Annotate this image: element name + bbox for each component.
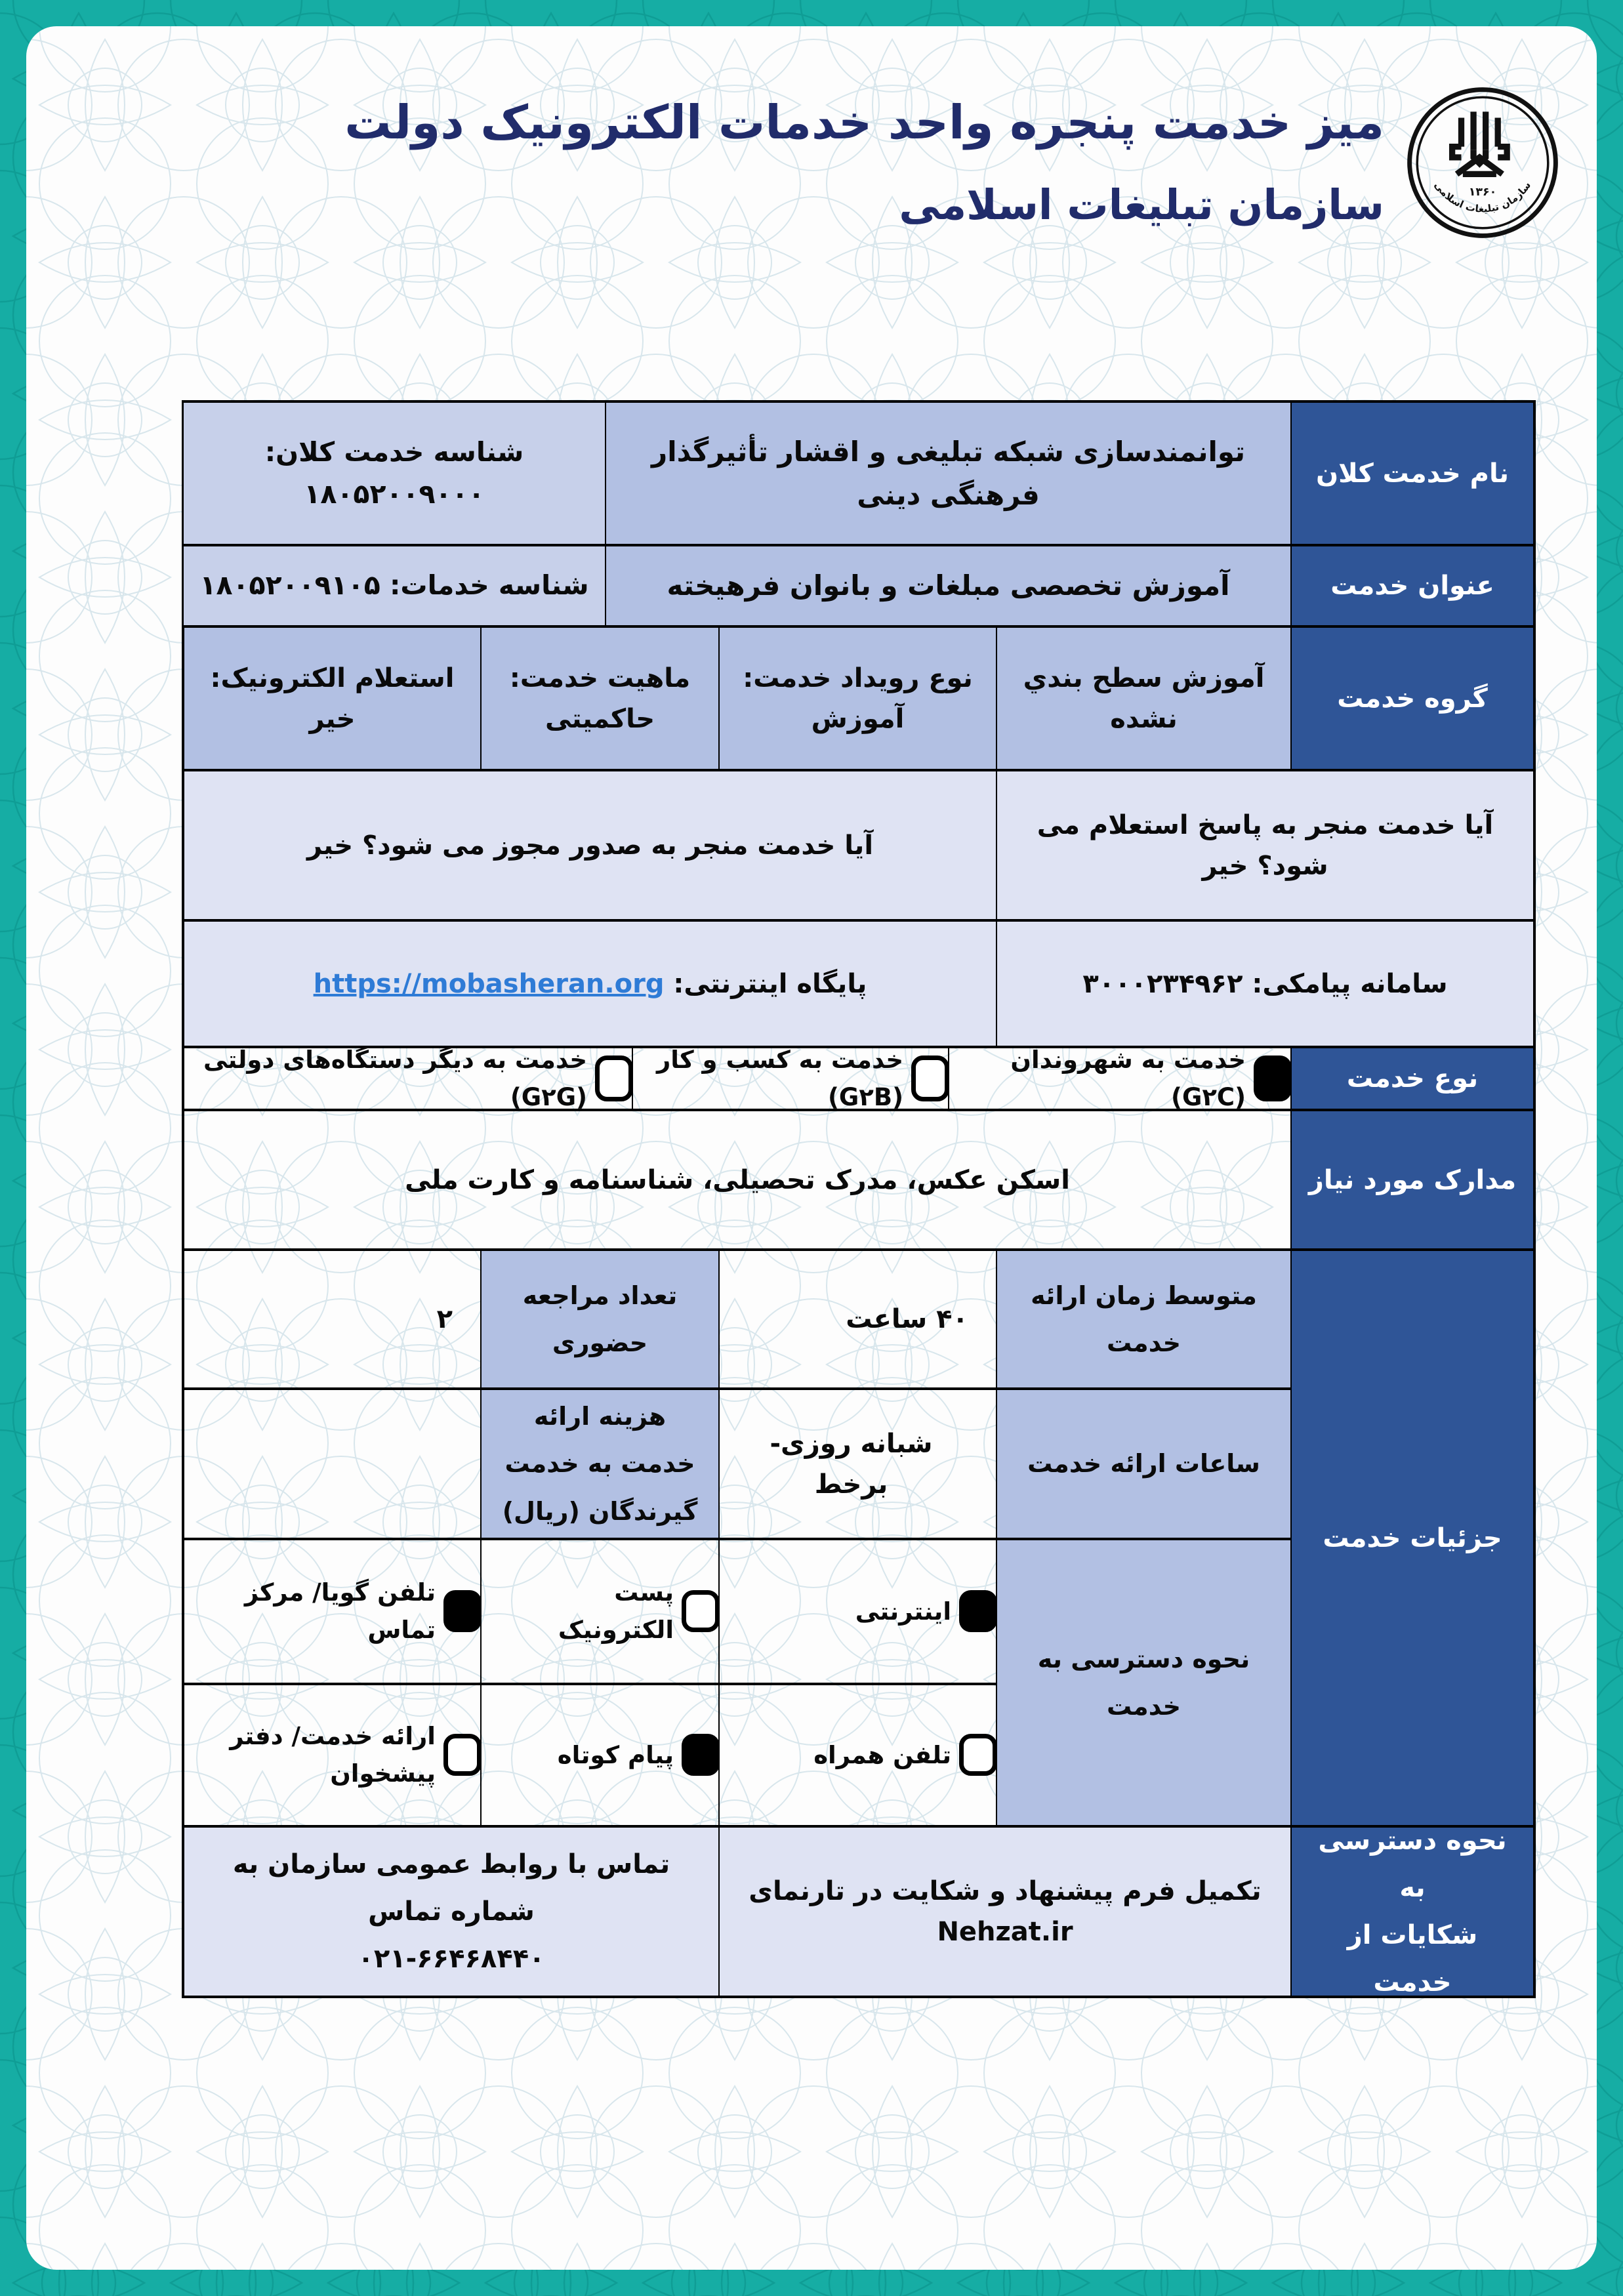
details-row-access (184, 1540, 1290, 1825)
mobile-checkbox[interactable] (959, 1734, 997, 1776)
documents-value: اسکن عکس، مدرک تحصیلی، شناسنامه و کارت ملی (405, 1164, 1070, 1195)
cost-label: هزینه ارائه خدمت به خدمت گیرندگان (ریال) (480, 1390, 718, 1538)
service-type-label: نوع خدمت (1290, 1048, 1533, 1109)
row-contact (184, 922, 1533, 1048)
access-mobile (718, 1685, 996, 1825)
details-label: جزئیات خدمت (1290, 1251, 1533, 1825)
macro-service-value: توانمندسازی شبکه تبلیغی و اقشار تأثیرگذار فرهنگی دینی (605, 403, 1290, 544)
macro-service-id: شناسه خدمت کلان: ۱۸۰۵۲۰۰۹۰۰۰ (184, 403, 605, 544)
organization-logo (1407, 84, 1559, 241)
g2b-label: خدمت به کسب و کار (G۲B) (656, 1045, 903, 1111)
license-question: آیا خدمت منجر به صدور مجوز می شود؟ خیر (184, 771, 996, 919)
g2g-label: خدمت به دیگر دستگاه‌های دولتی (G۲G) (203, 1045, 587, 1111)
service-type-g2c (948, 1045, 1290, 1111)
row-service-group (184, 628, 1533, 771)
row-service-type (184, 1045, 1533, 1111)
email-label: پست الکترونیک (558, 1578, 674, 1645)
row-service-title (184, 546, 1533, 628)
page-title: میز خدمت پنجره واحد خدمات الکترونیک دولت (344, 95, 1384, 150)
g2g-checkbox[interactable] (595, 1056, 633, 1101)
complaints-online: تکمیل فرم پیشنهاد و شکایت در تارنمای Nehzat.ir (718, 1828, 1290, 1996)
page-subtitle: سازمان تبلیغات اسلامی (899, 181, 1384, 230)
avg-time-value: ۴۰ ساعت (718, 1251, 996, 1387)
service-title-value: آموزش تخصصی مبلغات و بانوان فرهیخته (605, 546, 1290, 625)
complaints-label (1290, 1828, 1533, 1996)
complaints-phone (184, 1828, 718, 1996)
row-complaints (184, 1828, 1533, 1996)
ivr-checkbox[interactable] (443, 1590, 482, 1632)
macro-service-label: نام خدمت کلان (1290, 403, 1533, 544)
details-row-time (184, 1251, 1290, 1390)
hours-value: شبانه روزی- برخط (718, 1390, 996, 1538)
complaints-phone-line1: تماس با روابط عمومی سازمان به شماره تماس (232, 1849, 670, 1927)
access-sms (480, 1685, 718, 1825)
website-cell (184, 922, 996, 1046)
g2b-checkbox[interactable] (911, 1056, 949, 1101)
complaints-label-line2: شکایات از خدمت (1347, 1920, 1478, 1998)
service-group-label: گروه خدمت (1290, 628, 1533, 769)
sms-system: سامانه پیامکی: ۳۰۰۰۲۳۴۹۶۲ (996, 922, 1533, 1046)
access-counter (184, 1685, 480, 1825)
g2c-checkbox[interactable] (1254, 1056, 1292, 1101)
service-e-inquiry: استعلام الکترونیک: خیر (184, 628, 480, 769)
cost-value (184, 1390, 480, 1538)
sms-label: پیام کوتاه (557, 1740, 674, 1769)
service-type-g2b (632, 1045, 948, 1111)
row-details (184, 1251, 1533, 1828)
counter-label: ارائه خدمت/ دفتر پیشخوان (230, 1722, 436, 1788)
access-row-2 (184, 1685, 996, 1825)
service-group-value: آموزش سطح بندي نشده (996, 628, 1290, 769)
access-internet (718, 1540, 996, 1683)
inquiry-question: آیا خدمت منجر به پاسخ استعلام می شود؟ خیر (996, 771, 1533, 919)
service-table (182, 400, 1536, 1998)
access-label: نحوه دسترسی به خدمت (996, 1540, 1290, 1825)
access-ivr (184, 1540, 480, 1683)
row-documents (184, 1111, 1533, 1251)
internet-checkbox[interactable] (959, 1590, 997, 1632)
logo-caption: سازمان تبلیغات اسلامی (1431, 179, 1534, 215)
sms-checkbox[interactable] (682, 1734, 720, 1776)
documents-label: مدارک مورد نیاز (1290, 1111, 1533, 1248)
access-email (480, 1540, 718, 1683)
service-event-type: نوع رویداد خدمت: آموزش (718, 628, 996, 769)
row-inquiry (184, 771, 1533, 922)
avg-time-label: متوسط زمان ارائه خدمت (996, 1251, 1290, 1387)
g2c-label: خدمت به شهروندان (G۲C) (1010, 1045, 1246, 1111)
service-title-id: شناسه خدمات: ۱۸۰۵۲۰۰۹۱۰۵ (184, 546, 605, 625)
details-row-hours (184, 1390, 1290, 1540)
visits-label: تعداد مراجعه حضوری (480, 1251, 718, 1387)
complaints-phone-line2: ۰۲۱-۶۶۴۶۸۴۴۰ (358, 1944, 545, 1974)
counter-checkbox[interactable] (443, 1734, 482, 1776)
website-label: پایگاه اینترنتی: (673, 968, 867, 999)
email-checkbox[interactable] (682, 1590, 720, 1632)
website-link[interactable]: https://mobasheran.org (313, 968, 665, 999)
service-title-label: عنوان خدمت (1290, 546, 1533, 625)
access-row-1 (184, 1540, 996, 1685)
service-nature: ماهیت خدمت: حاکمیتی (480, 628, 718, 769)
logo-year: ۱۳۶۰ (1468, 185, 1497, 199)
mobile-label: تلفن همراه (813, 1740, 951, 1769)
visits-value: ۲ (436, 1304, 453, 1334)
access-body (184, 1540, 996, 1825)
details-body (184, 1251, 1290, 1825)
ivr-label: تلفن گویا/ مرکز تماس (244, 1578, 436, 1645)
document-card (26, 26, 1597, 2270)
complaints-label-line1: نحوه دسترسی به (1318, 1826, 1507, 1903)
header (344, 84, 1559, 241)
service-type-g2g (184, 1045, 632, 1111)
hours-label: ساعات ارائه خدمت (996, 1390, 1290, 1538)
row-macro-service (184, 403, 1533, 546)
internet-label: اینترنتی (855, 1597, 951, 1626)
